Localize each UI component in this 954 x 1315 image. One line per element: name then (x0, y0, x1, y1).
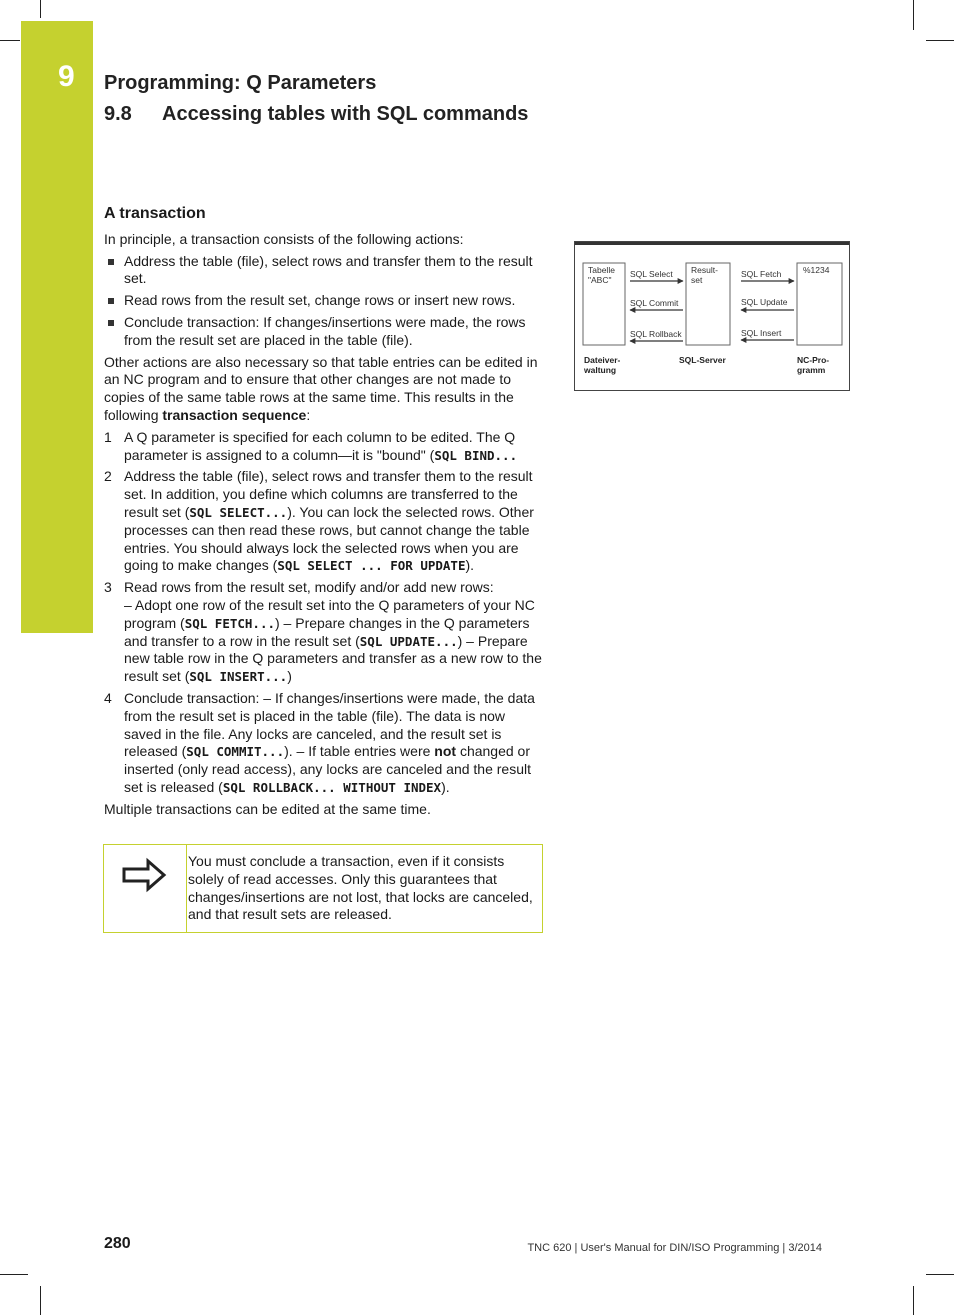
sql-transaction-diagram (574, 241, 850, 391)
nc-program-box (797, 263, 842, 345)
bullet-icon (108, 320, 114, 326)
note-divider (186, 845, 187, 932)
result-set-label: Result- (691, 265, 718, 275)
action-list (104, 253, 544, 350)
nc-program-bottom-label: gramm (797, 365, 826, 375)
sql-select-label: SQL Select (630, 269, 673, 279)
bullet-icon (108, 259, 114, 265)
step-item: 2 Address the table (file), select rows and transfer them to the result set. In addition, you define which columns are transferred to the result set (SQL SELECT...). You can lock the selected rows. Other processes can then read these rows, but cannot change the table entries. You should always lock the selected rows when you are going to make changes (SQL SELECT ... FOR UPDATE). (104, 468, 534, 574)
page-number: 280 (104, 1235, 131, 1252)
step-item: 1 A Q parameter is specified for each column to be edited. The Q parameter is assigned to a column—it is "bound" (SQL BIND... (104, 428, 518, 463)
intro-paragraph: In principle, a transaction consists of the following actions: (104, 230, 464, 247)
file-management-label: Dateiver- (584, 355, 621, 365)
file-management-label: waltung (584, 365, 617, 375)
chapter-number: 9 (58, 60, 75, 93)
crop-mark (40, 1286, 41, 1315)
sql-server-label: SQL-Server (679, 355, 726, 365)
list-item: Address the table (file), select rows and transfer them to the result set. (104, 253, 544, 289)
section-title-text: Accessing tables with SQL commands (162, 103, 529, 125)
nc-program-label: %1234 (803, 265, 830, 275)
article-body (104, 205, 544, 823)
chapter-tab (21, 21, 93, 633)
crop-mark (913, 0, 914, 30)
result-set-label: set (691, 275, 703, 285)
sql-commit-label: SQL Commit (630, 298, 679, 308)
step-item: 4 Conclude transaction: – If changes/insertions were made, the data from the result set is placed in the table (file). The data is now saved in the file. Any locks are canceled, and the result set is released (SQL COMMIT...). – If table entries were not changed or inserted (only read access), any locks are canceled and the result set is released (SQL ROLLBACK... WITHOUT INDEX). (104, 689, 535, 795)
bullet-icon (108, 298, 114, 304)
crop-mark (40, 0, 41, 18)
list-item: Read rows from the result set, change rows or insert new rows. (104, 292, 544, 310)
nc-program-bottom-label: NC-Pro- (797, 355, 830, 365)
section-number: 9.8 (104, 103, 132, 125)
crop-mark (0, 40, 20, 41)
step-item: 3 Read rows from the result set, modify and/or add new rows: – Adopt one row of the result set into the Q parameters of your NC program (SQL FETCH...) – Prepare changes in the Q parameters and transfer to a row in the result set (SQL UPDATE...) – Prepare new table row in the Q parameters and transfer as a new row to the result set (SQL INSERT...) (104, 579, 542, 685)
arrow-right-icon (120, 855, 170, 895)
sql-update-label: SQL Update (741, 297, 788, 307)
section-title (104, 103, 528, 126)
crop-mark (0, 1274, 28, 1275)
sequence-paragraph: Other actions are also necessary so that table entries can be edited in an NC program and to ensure that other changes are not made to copies of the same table rows at the same time. This results in the following transaction sequence: (104, 353, 538, 423)
chapter-title: Programming: Q Parameters (104, 72, 377, 94)
transaction-steps (104, 429, 544, 797)
diagram-svg (575, 242, 851, 392)
crop-mark (926, 1274, 954, 1275)
crop-mark (926, 40, 954, 41)
crop-mark (913, 1286, 914, 1315)
closing-paragraph: Multiple transactions can be edited at the same time. (104, 800, 431, 817)
article-heading: A transaction (104, 205, 206, 222)
sql-insert-label: SQL Insert (741, 328, 782, 338)
footer-text: TNC 620 | User's Manual for DIN/ISO Programming | 3/2014 (527, 1242, 822, 1254)
sql-rollback-label: SQL Rollback (630, 329, 682, 339)
list-item: Conclude transaction: If changes/insertions were made, the rows from the result set are placed in the table (file). (104, 314, 544, 350)
table-box-label: Tabelle (588, 265, 615, 275)
note-box (103, 844, 543, 933)
note-text: You must conclude a transaction, even if it consists solely of read accesses. Only this guarantees that changes/insertions are not lost, that locks are canceled, and that result sets are released. (188, 853, 533, 923)
sql-fetch-label: SQL Fetch (741, 269, 782, 279)
table-box-label: "ABC" (588, 275, 612, 285)
